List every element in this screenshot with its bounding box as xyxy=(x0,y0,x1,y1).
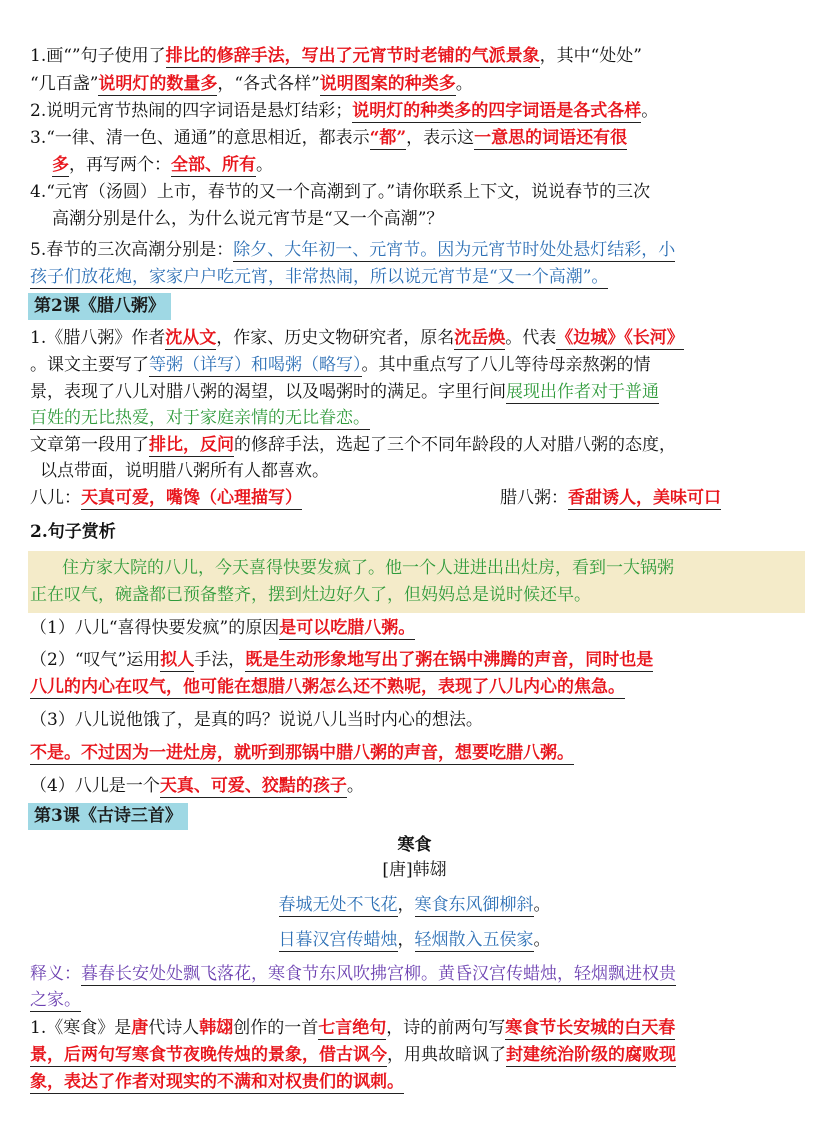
poem-meaning2 xyxy=(30,988,807,1014)
q1b-quote2: ，“各式各样” xyxy=(217,74,320,94)
note-g: ，诗的前两句写 xyxy=(386,1018,506,1038)
note-form: 七言绝句 xyxy=(318,1018,387,1038)
poem-line2-end: 。 xyxy=(533,930,551,950)
q5-prompt: 5.春节的三次高潮分别是： xyxy=(30,240,234,260)
l2-s3b-answer: 不是。不过因为一进灶房，就听到那锅中腊八粥的声音，想要吃腊八粥。 xyxy=(30,743,574,763)
q3b-answer: 多 xyxy=(52,155,69,175)
l2-s1-q: （1）八儿“喜得快要发疯”的原因 xyxy=(30,618,280,638)
note2-mid: ，用典故暗讽了 xyxy=(387,1045,506,1065)
l2-p1c-answer: 展现出作者对于普通 xyxy=(506,382,659,402)
q3b-end: 。 xyxy=(256,155,273,175)
q3-mid: ，表示这 xyxy=(406,128,475,148)
meaning-label: 释义： xyxy=(30,964,81,984)
note2-answer: 景，后两句写寒食节夜晚传烛的景象，借古讽今 xyxy=(30,1045,387,1065)
q5b-line xyxy=(30,265,807,291)
poem-note2 xyxy=(30,1043,807,1069)
q1-prompt: 1.画“”句子使用了 xyxy=(30,46,166,66)
l2-p2b: 以点带面，说明腊八粥所有人都喜欢。 xyxy=(40,461,329,481)
q1b-answer2: 说明图案的种类多 xyxy=(319,74,456,94)
l2-s3b xyxy=(30,741,807,767)
poem-line2 xyxy=(0,928,829,952)
q1-answer: 排比的修辞手法，写出了元宵节时老铺的气派景象 xyxy=(165,46,540,66)
l2-s1 xyxy=(30,616,807,642)
l2-p3-right xyxy=(500,486,721,510)
q2-prompt: 2.说明元宵节热闹的四字词语是悬灯结彩； xyxy=(30,101,353,121)
meaning-text2: 之家。 xyxy=(30,990,81,1010)
note-e: 创作的一首 xyxy=(233,1018,319,1038)
q1b-line xyxy=(30,72,807,98)
poem-note xyxy=(30,1016,807,1042)
l2-p1b-answer: 等粥（详写）和喝粥（略写） xyxy=(149,355,362,375)
q5-line xyxy=(30,238,807,264)
l2-p3-answer: 天真可爱，嘴馋（心理描写） xyxy=(81,488,302,508)
l2-section-heading: 2.句子赏析 xyxy=(30,522,116,542)
l2-author: 沈从文 xyxy=(165,328,217,348)
l2-p1b-c: 。其中重点写了八儿等待母亲熬粥的情 xyxy=(361,355,651,375)
q3b-answer2: 全部、所有 xyxy=(171,155,256,175)
q2-end: 。 xyxy=(641,101,659,121)
l2-works: 《边城》《长河》 xyxy=(556,328,684,348)
l2-s2b xyxy=(30,675,807,701)
note-answer: 寒食节长安城的白天春 xyxy=(505,1018,676,1038)
l2-p3-answer2: 香甜诱人，美味可口 xyxy=(568,488,721,508)
q1b-answer1: 说明灯的数量多 xyxy=(98,74,218,94)
l2-p1-c: ，作家、历史文物研究者，原名 xyxy=(216,328,455,348)
l2-p2 xyxy=(30,433,807,459)
meaning-text: 暮春长安处处飘飞落花，寒食节东风吹拂宫柳。黄昏汉宫传蜡烛，轻烟飘进权贵 xyxy=(81,964,676,984)
l2-s2-answer2: 既是生动形象地写出了粥在锅中沸腾的声音，同时也是 xyxy=(245,650,654,670)
l2-p1-a: 1.《腊八粥》作者 xyxy=(30,328,166,348)
note-poet: 韩翃 xyxy=(199,1018,234,1038)
poem-line1-c: 寒食东风御柳斜 xyxy=(414,895,534,915)
l2-s3: （3）八儿说他饿了，是真的吗？说说八儿当时内心的想法。 xyxy=(30,710,483,730)
l2-p1c xyxy=(30,380,807,406)
l2-original-name: 沈岳焕 xyxy=(454,328,506,348)
q3b-line xyxy=(52,153,807,179)
q4b-line: 高潮分别是什么，为什么说元宵节是“又一个高潮”？ xyxy=(52,209,444,229)
l2-p1b-a: 。课文主要写了 xyxy=(30,355,149,375)
note-dynasty: 唐 xyxy=(131,1018,149,1038)
q3-prompt: 3.“一律、清一色、通通”的意思相近，都表示 xyxy=(30,128,370,148)
l2-p1-e: 。代表 xyxy=(505,328,557,348)
l2-p1c-a: 景，表现了八儿对腊八粥的渴望，以及喝粥时的满足。字里行间 xyxy=(30,382,506,402)
q3-answer2: 一意思的词语还有很 xyxy=(474,128,628,148)
l2-s4 xyxy=(30,774,807,800)
poem-author: [唐]韩翃 xyxy=(382,860,447,880)
l2-p1b xyxy=(30,353,807,379)
q2-answer: 说明灯的种类多的四字词语是各式各样 xyxy=(352,101,642,121)
lesson2-title: 第2课《腊八粥》 xyxy=(28,293,171,320)
l2-p2-a: 文章第一段用了 xyxy=(30,435,149,455)
poem-line1-end: 。 xyxy=(533,895,551,915)
l2-p3-c: 腊八粥： xyxy=(500,488,568,508)
q1b-quote1: “几百盏” xyxy=(30,74,99,94)
q3b-prompt: ，再写两个： xyxy=(69,155,171,175)
poem-line1-comma: ， xyxy=(397,895,415,915)
quote-line2: 正在叹气，碗盏都已预备整齐，摆到灶边好久了，但妈妈总是说时候还早。 xyxy=(30,585,591,605)
l2-s2 xyxy=(30,648,807,674)
poem-note3 xyxy=(30,1070,807,1096)
poem-line2-a: 日暮汉宫传蜡烛 xyxy=(278,930,398,950)
l2-p1d-answer: 百姓的无比热爱，对于家庭亲情的无比眷恋。 xyxy=(30,408,370,428)
l2-p1d xyxy=(30,406,807,432)
q5-answer: 除夕、大年初一、元宵节。因为元宵节时处处悬灯结彩，小 xyxy=(233,240,676,260)
note3-answer: 象，表达了作者对现实的不满和对权贵们的讽刺。 xyxy=(30,1072,404,1092)
poem-meaning xyxy=(30,962,807,988)
poem-line2-comma: ， xyxy=(397,930,415,950)
q1-tail: ，其中“处处” xyxy=(539,46,642,66)
note-a: 1.《寒食》是 xyxy=(30,1018,132,1038)
poem-line1-a: 春城无处不飞花 xyxy=(278,895,398,915)
l2-p2-answer: 排比，反问 xyxy=(149,435,234,455)
q3-answer: “都” xyxy=(369,128,407,148)
l2-s4-end: 。 xyxy=(346,776,364,796)
l2-s2b-answer: 八儿的内心在叹气，他可能在想腊八粥怎么还不熟呢，表现了八儿内心的焦急。 xyxy=(30,677,625,697)
poem-line1 xyxy=(0,893,829,917)
poem-line2-c: 轻烟散入五侯家 xyxy=(414,930,534,950)
q3-line xyxy=(30,126,807,152)
q1b-end: 。 xyxy=(455,74,473,94)
l2-s2-c: 手法， xyxy=(194,650,246,670)
lesson3-title: 第3课《古诗三首》 xyxy=(28,803,188,830)
l2-s2-answer1: 拟人 xyxy=(160,650,195,670)
note-c: 代诗人 xyxy=(148,1018,200,1038)
l2-s2-q: （2）“叹气”运用 xyxy=(30,650,161,670)
q4-line: 4.“元宵（汤圆）上市，春节的又一个高潮到了。”请你联系上下文，说说春节的三次 xyxy=(30,182,651,202)
q1-line xyxy=(30,44,807,70)
l2-p2-c: 的修辞手法，选起了三个不同年龄段的人对腊八粥的态度， xyxy=(234,435,676,455)
l2-s1-answer: 是可以吃腊八粥。 xyxy=(279,618,416,638)
note2-answer2: 封建统治阶级的腐败现 xyxy=(506,1045,676,1065)
l2-s4-answer: 天真、可爱、狡黠的孩子 xyxy=(159,776,347,796)
quote-line1: 住方家大院的八儿，今天喜得快要发疯了。他一个人进进出出灶房，看到一大锅粥 xyxy=(62,558,674,578)
l2-s4-q: （4）八儿是一个 xyxy=(30,776,160,796)
poem-title: 寒食 xyxy=(397,835,432,855)
q2-line xyxy=(30,99,807,125)
l2-p1 xyxy=(30,326,807,352)
l2-p3-a: 八儿： xyxy=(30,488,81,508)
q5b-answer: 孩子们放花炮，家家户户吃元宵，非常热闹，所以说元宵节是“又一个高潮”。 xyxy=(30,267,609,287)
l2-p3 xyxy=(30,486,807,512)
